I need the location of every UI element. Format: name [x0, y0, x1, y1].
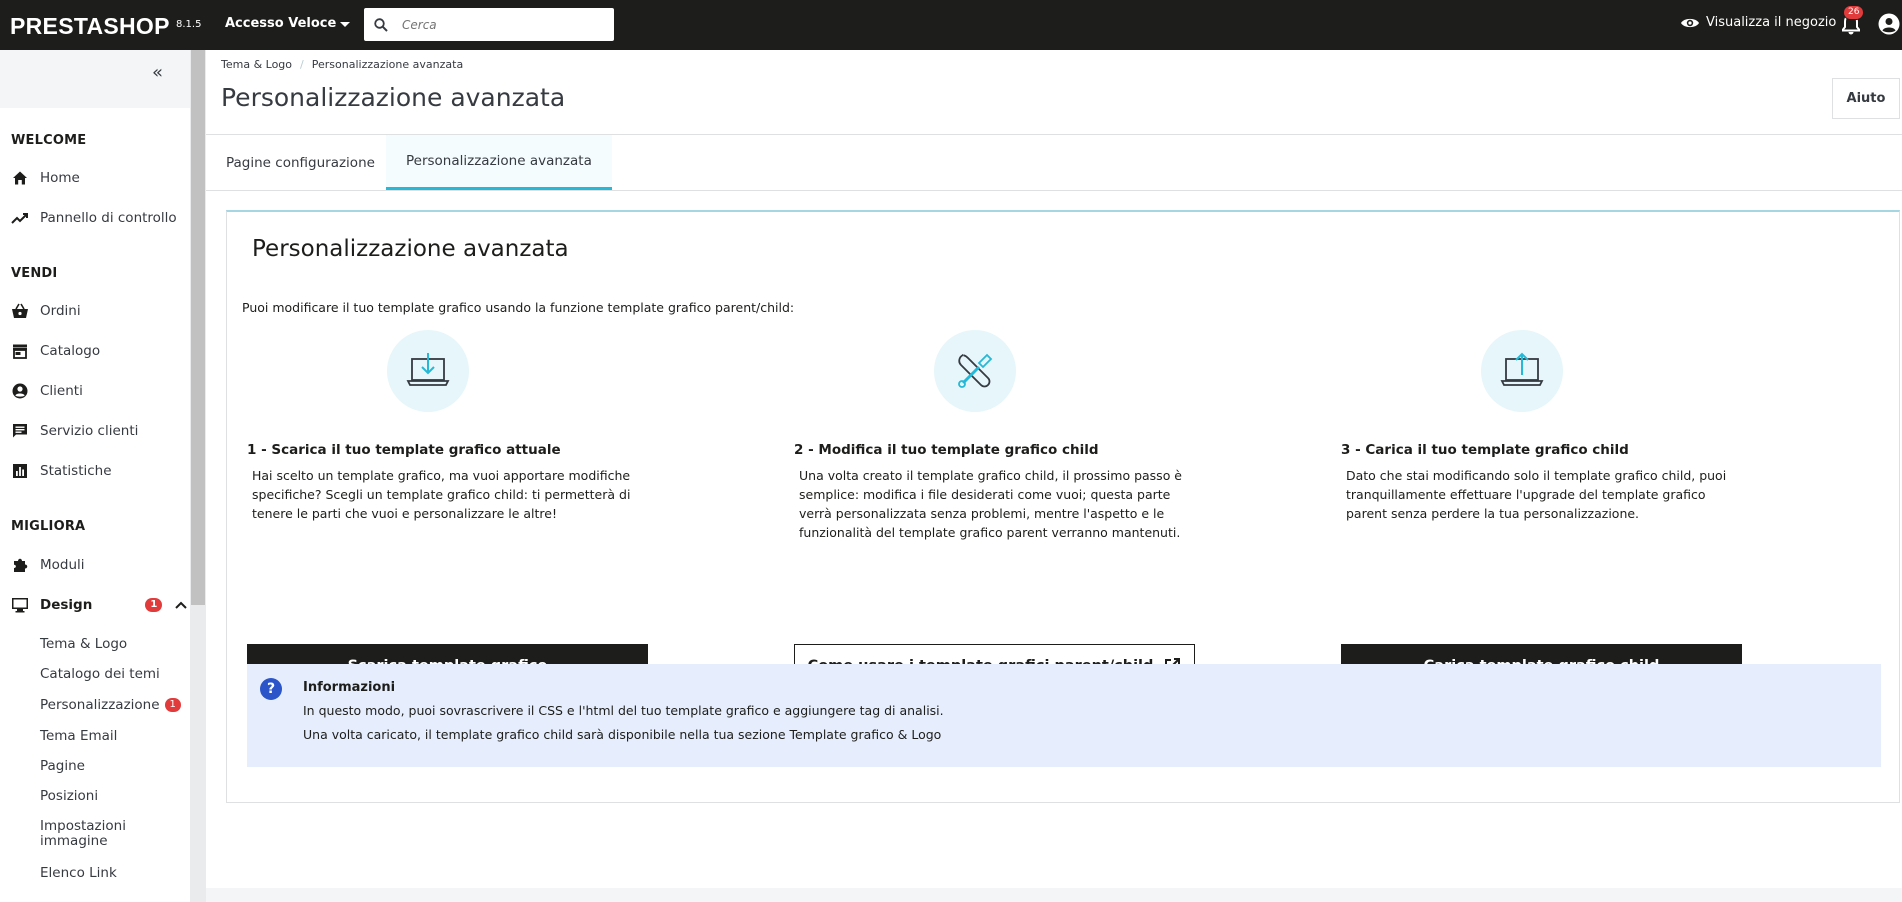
sidebar-item-label: Home	[40, 170, 80, 186]
sidebar-subitem-label: Personalizzazione	[40, 697, 160, 713]
quick-access-label: Accesso Veloce	[225, 16, 337, 31]
prestashop-logo[interactable]: PRESTASHOP	[10, 13, 170, 39]
notifications-badge: 26	[1843, 5, 1864, 20]
sidebar-item-customers[interactable]	[11, 382, 83, 400]
design-badge: 1	[145, 598, 162, 612]
home-icon	[12, 170, 28, 186]
sidebar-item-label: Pannello di controllo	[40, 210, 177, 226]
sidebar-item-catalog[interactable]	[11, 342, 100, 360]
panel-intro: Puoi modificare il tuo template grafico usando la funzione template grafico parent/child:	[242, 300, 795, 315]
sidebar-item-label: Moduli	[40, 557, 85, 573]
step-icon-circle	[1481, 330, 1563, 412]
sidebar-item-label: Statistiche	[40, 463, 112, 479]
sidebar-item-label: Design	[40, 597, 93, 613]
bar-chart-icon	[12, 463, 28, 479]
sidebar-collapse-bar	[0, 50, 190, 108]
sidebar-item-label: Catalogo	[40, 343, 101, 359]
tab-config-pages[interactable]: Pagine configurazione	[226, 154, 375, 171]
breadcrumb-separator: /	[300, 58, 304, 71]
divider	[206, 190, 1902, 191]
sidebar-item-label: Clienti	[40, 383, 83, 399]
sidebar-subitem-label: immagine	[40, 833, 108, 849]
search-icon[interactable]	[374, 18, 388, 32]
search-input[interactable]	[402, 18, 592, 32]
sidebar-scrollbar[interactable]	[190, 50, 206, 902]
laptop-upload-icon	[1500, 351, 1544, 391]
info-title: Informazioni	[303, 680, 396, 695]
basket-icon	[11, 303, 29, 319]
sidebar-subitem-customization[interactable]	[40, 697, 181, 713]
search-box[interactable]	[364, 8, 614, 41]
quick-access-dropdown[interactable]	[225, 16, 350, 31]
step-icon-circle	[934, 330, 1016, 412]
info-alert	[247, 664, 1881, 767]
user-avatar-icon[interactable]	[1878, 13, 1900, 35]
step-title: 3 - Carica il tuo template grafico child	[1341, 442, 1629, 458]
store-icon	[12, 343, 28, 359]
tools-icon	[953, 349, 997, 393]
section-welcome: WELCOME	[11, 133, 87, 148]
view-shop-link[interactable]	[1680, 15, 1836, 30]
info-text: Una volta caricato, il template grafico child sarà disponibile nella tua sezione Template grafico & Logo	[303, 727, 942, 742]
breadcrumb-current: Personalizzazione avanzata	[311, 58, 464, 71]
sidebar-item-dashboard[interactable]	[11, 209, 177, 227]
top-bar	[0, 0, 1902, 50]
collapse-sidebar-icon[interactable]: «	[152, 62, 164, 83]
chevron-up-icon[interactable]	[175, 601, 187, 609]
section-improve: MIGLIORA	[11, 519, 86, 534]
sidebar-item-modules[interactable]	[11, 556, 85, 574]
sidebar-subitem-positions[interactable]: Posizioni	[40, 788, 99, 804]
sidebar-subitem-theme-logo[interactable]: Tema & Logo	[40, 636, 128, 652]
step-description: Hai scelto un template grafico, ma vuoi apportare modifiche specifiche? Scegli un template grafico child: ti permetterà di tenere le parti che vuoi e personalizzare le altre!	[252, 468, 631, 521]
sidebar-subitem-image-settings[interactable]	[40, 819, 126, 849]
desktop-icon	[11, 597, 29, 613]
sidebar-subitem-link-list[interactable]: Elenco Link	[40, 865, 117, 881]
footer-strip	[206, 888, 1902, 902]
sidebar-item-home[interactable]	[11, 169, 80, 187]
step-description: Una volta creato il template grafico child, il prossimo passo è semplice: modifica i file desiderati come vuoi; questa parte verrà personalizzata senza problemi, mentre l'aspetto e le funzionalità del template grafico parent verranno mantenuti.	[799, 468, 1183, 540]
breadcrumb	[221, 58, 463, 71]
view-shop-label: Visualizza il negozio	[1706, 15, 1837, 30]
chat-icon	[12, 423, 28, 439]
sidebar-subitem-label: Impostazioni	[40, 818, 126, 834]
info-text: In questo modo, puoi sovrascrivere il CSS e l'html del tuo template grafico e aggiungere tag di analisi.	[303, 703, 944, 718]
sidebar-item-label: Ordini	[40, 303, 81, 319]
scrollbar-thumb[interactable]	[191, 50, 205, 605]
help-button[interactable]: Aiuto	[1832, 78, 1900, 119]
breadcrumb-parent[interactable]: Tema & Logo	[221, 58, 293, 71]
sidebar-item-customer-service[interactable]	[11, 422, 138, 440]
tab-advanced-customization[interactable]: Personalizzazione avanzata	[386, 135, 612, 190]
sidebar-item-design[interactable]	[11, 596, 187, 614]
puzzle-icon	[12, 557, 28, 573]
main-content	[206, 50, 1902, 902]
laptop-download-icon	[406, 351, 450, 391]
trending-up-icon	[11, 211, 29, 225]
sidebar-subitem-email-theme[interactable]: Tema Email	[40, 728, 118, 744]
step-icon-circle	[387, 330, 469, 412]
question-circle-icon: ?	[260, 678, 282, 700]
section-sell: VENDI	[11, 266, 58, 281]
eye-icon	[1680, 16, 1700, 30]
page-title: Personalizzazione avanzata	[221, 83, 566, 112]
caret-down-icon	[340, 22, 350, 27]
sidebar	[0, 50, 190, 902]
sidebar-item-label: Servizio clienti	[40, 423, 139, 439]
sidebar-item-orders[interactable]	[11, 302, 81, 320]
sidebar-subitem-pages[interactable]: Pagine	[40, 758, 85, 774]
step-title: 2 - Modifica il tuo template grafico child	[794, 442, 1099, 458]
account-circle-icon	[12, 383, 28, 399]
sidebar-item-stats[interactable]	[11, 462, 112, 480]
panel-title: Personalizzazione avanzata	[252, 236, 569, 262]
sidebar-subitem-theme-catalog[interactable]: Catalogo dei temi	[40, 666, 160, 682]
advanced-customization-panel	[226, 210, 1900, 803]
customization-badge: 1	[165, 698, 181, 712]
step-title: 1 - Scarica il tuo template grafico attuale	[247, 442, 561, 458]
step-description: Dato che stai modificando solo il template grafico child, puoi tranquillamente effettuare l'upgrade del template grafico parent senza perdere la tua personalizzazione.	[1346, 468, 1727, 521]
version-label: 8.1.5	[176, 19, 202, 30]
